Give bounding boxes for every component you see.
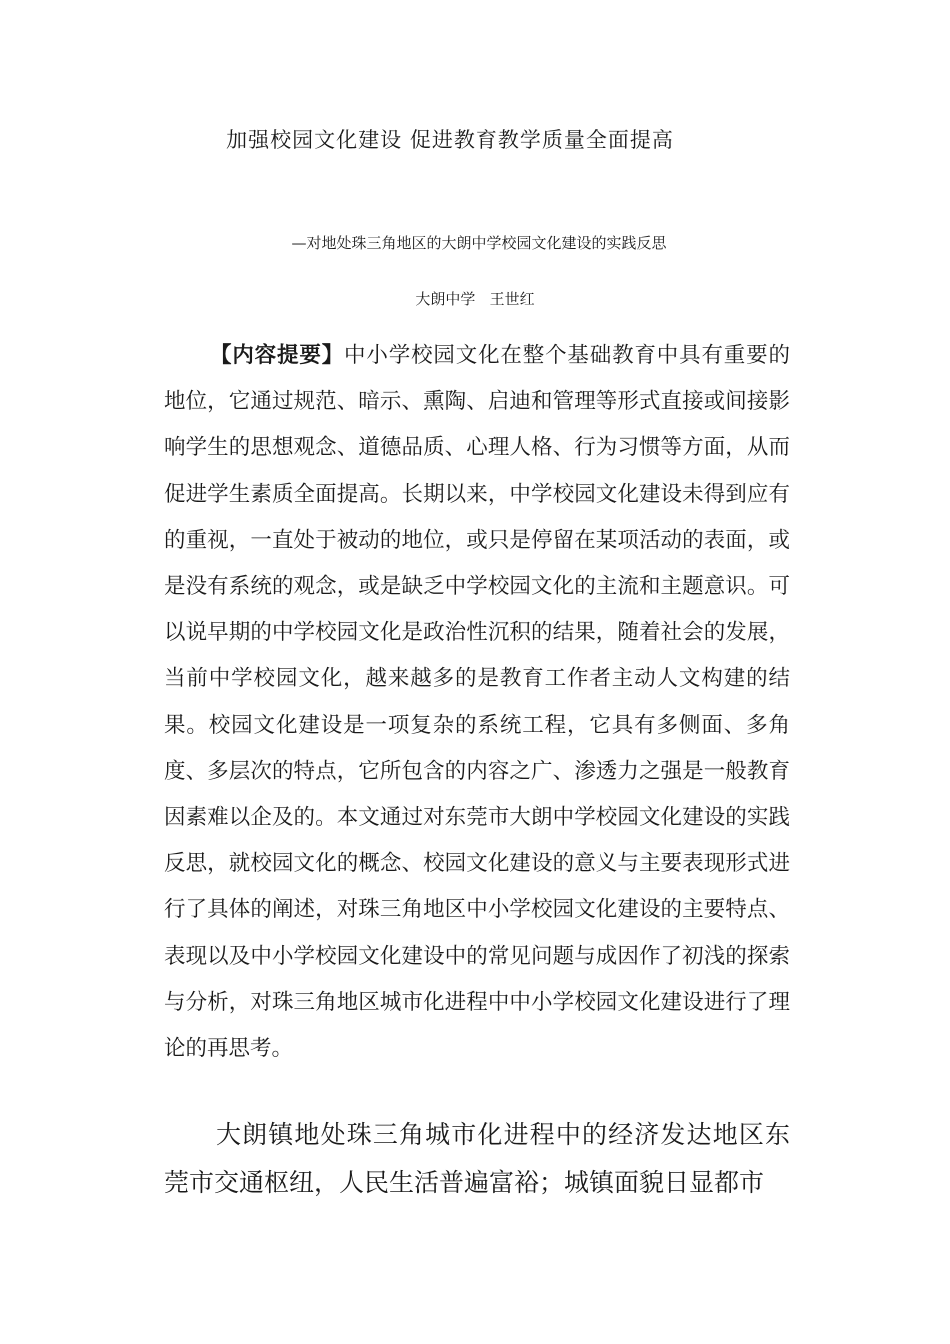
- document-subtitle: —对地处珠三角地区的大朗中学校园文化建设的实践反思: [291, 234, 667, 252]
- abstract-paragraph: [164, 333, 790, 1072]
- abstract-text: 中小学校园文化在整个基础教育中具有重要的地位，它通过规范、暗示、熏陶、启迪和管理等形式直接或间接影响学生的思想观念、道德品质、心理人格、行为习惯等方面，从而促进学生素质全面提高。长期以来，中学校园文化建设未得到应有的重视，一直处于被动的地位，或只是停留在某项活动的表面，或是没有系统的观念，或是缺乏中学校园文化的主流和主题意识。可以说早期的中学校园文化是政治性沉积的结果，随着社会的发展，当前中学校园文化，越来越多的是教育工作者主动人文构建的结果。校园文化建设是一项复杂的系统工程，它具有多侧面、多角度、多层次的特点，它所包含的内容之广、渗透力之强是一般教育因素难以企及的。本文通过对东莞市大朗中学校园文化建设的实践反思，就校园文化的概念、校园文化建设的意义与主要表现形式进行了具体的阐述，对珠三角地区中小学校园文化建设的主要特点、表现以及中小学校园文化建设中的常见问题与成因作了初浅的探索与分析，对珠三角地区城市化进程中中小学校园文化建设进行了理论的再思考。: [164, 343, 790, 1062]
- abstract-label: 【内容提要】: [210, 343, 345, 368]
- body-paragraph: 大朗镇地处珠三角城市化进程中的经济发达地区东莞市交通枢纽，人民生活普遍富裕；城镇面貌日显都市: [164, 1120, 790, 1197]
- document-title: 加强校园文化建设 促进教育教学质量全面提高: [226, 128, 674, 152]
- document-author: 大朗中学 王世红: [415, 290, 535, 308]
